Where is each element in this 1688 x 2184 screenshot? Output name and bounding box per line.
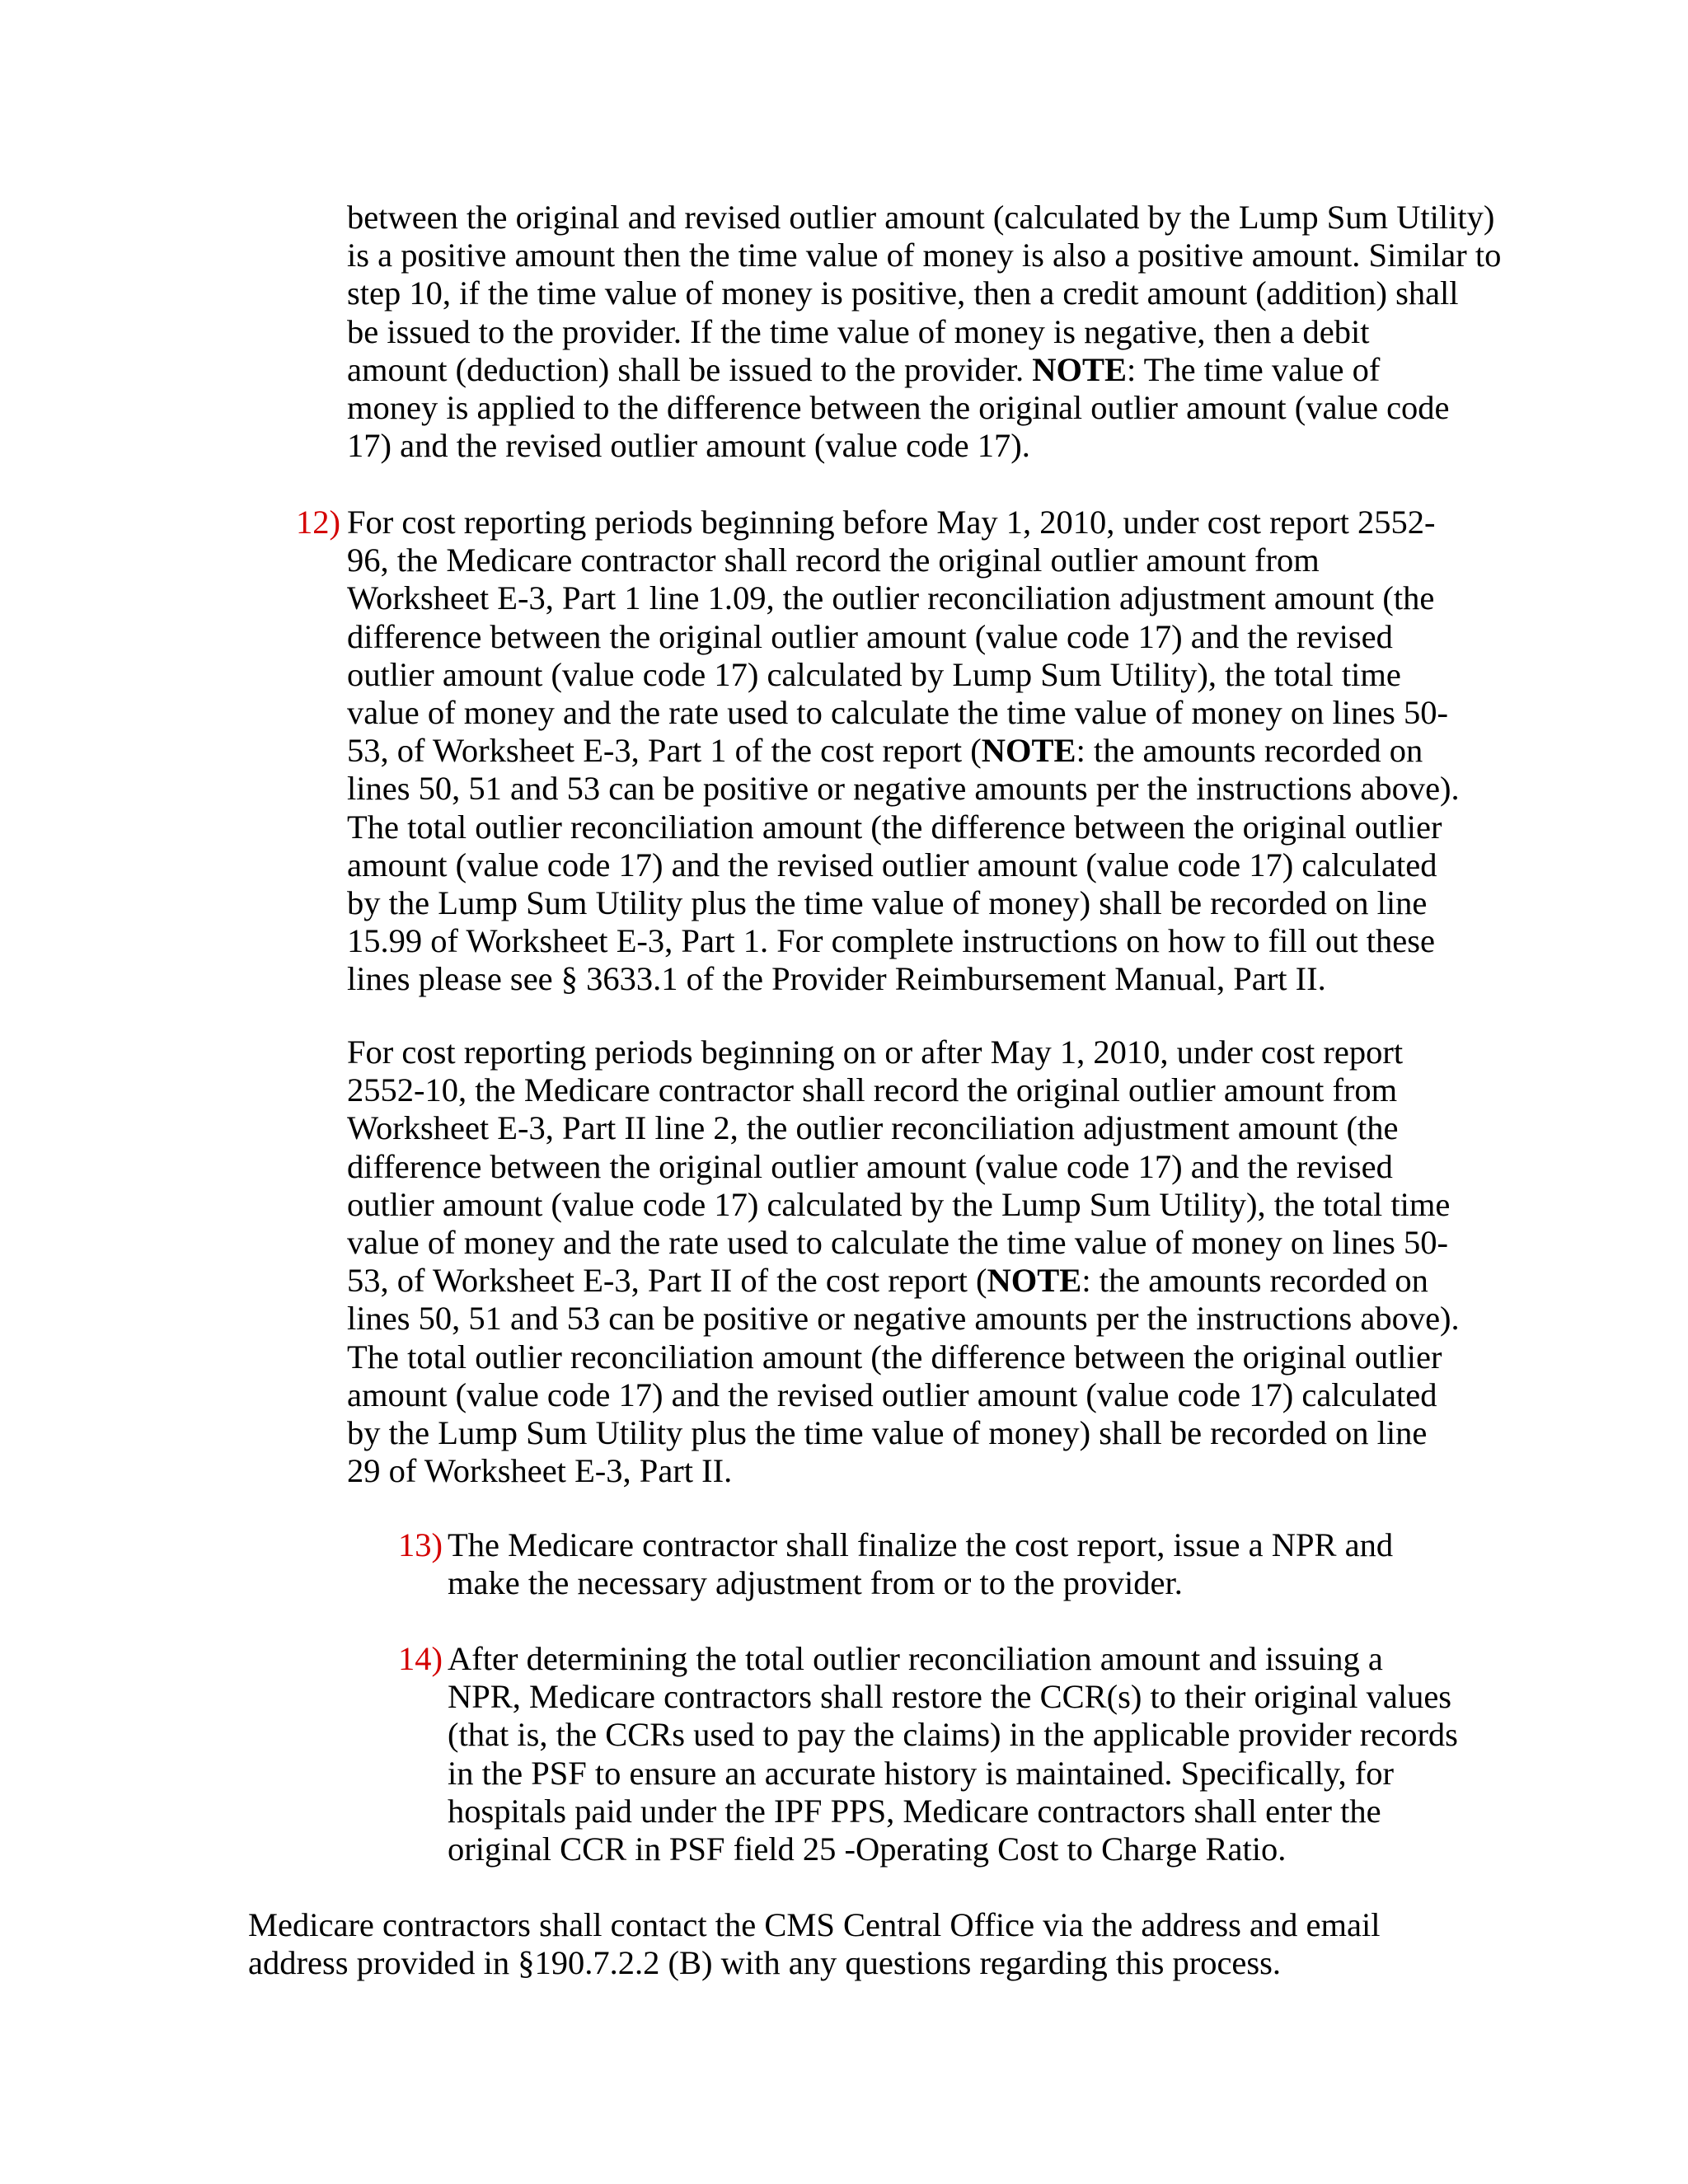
text-line: outlier amount (value code 17) calculated by the Lump Sum Utility), the total time [347, 1185, 1451, 1223]
text-line: 29 of Worksheet E-3, Part II. [347, 1452, 733, 1490]
text-line: 96, the Medicare contractor shall record the original outlier amount from [347, 541, 1320, 579]
text-line: outlier amount (value code 17) calculated by Lump Sum Utility), the total time [347, 655, 1401, 693]
text-line: After determining the total outlier reconciliation amount and issuing a [448, 1640, 1383, 1677]
text-line: by the Lump Sum Utility plus the time value of money) shall be recorded on line [347, 884, 1428, 922]
text-line: money is applied to the difference between the original outlier amount (value code [347, 389, 1450, 427]
text-line [347, 732, 1460, 770]
text-line: The total outlier reconciliation amount (the difference between the original outlier [347, 1338, 1442, 1376]
text-line: hospitals paid under the IPF PPS, Medicare contractors shall enter the [448, 1792, 1381, 1830]
list-number-14: 14) [398, 1640, 443, 1677]
text-line: by the Lump Sum Utility plus the time value of money) shall be recorded on line [347, 1414, 1428, 1452]
text-segment: : the amounts recorded on [1076, 732, 1423, 770]
text-line: amount (value code 17) and the revised outlier amount (value code 17) calculated [347, 1376, 1437, 1413]
text-line: in the PSF to ensure an accurate history is maintained. Specifically, for [448, 1754, 1394, 1792]
text-line: difference between the original outlier amount (value code 17) and the revised [347, 1147, 1393, 1185]
text-line: step 10, if the time value of money is positive, then a credit amount (addition) shall [347, 274, 1459, 312]
text-line: is a positive amount then the time value of money is also a positive amount. Similar to [347, 237, 1502, 274]
closing-paragraph [248, 1906, 1381, 1982]
text-line: make the necessary adjustment from or to the provider. [448, 1564, 1183, 1602]
text-line [347, 351, 1501, 389]
text-line: For cost reporting periods beginning on or after May 1, 2010, under cost report [347, 1033, 1404, 1071]
text-line: 17) and the revised outlier amount (value code 17). [347, 427, 1030, 465]
text-line: address provided in §190.7.2.2 (B) with any questions regarding this process. [248, 1944, 1282, 1982]
item-12-paragraph-b [347, 1033, 1460, 1490]
text-segment: : The time value of [1126, 350, 1381, 388]
text-line: Worksheet E-3, Part II line 2, the outlier reconciliation adjustment amount (the [347, 1109, 1399, 1147]
text-line: lines please see § 3633.1 of the Provider Reimbursement Manual, Part II. [347, 960, 1326, 998]
text-line: difference between the original outlier amount (value code 17) and the revised [347, 617, 1393, 655]
text-line: Medicare contractors shall contact the CMS Central Office via the address and email [248, 1906, 1381, 1943]
text-line: NPR, Medicare contractors shall restore the CCR(s) to their original values [448, 1678, 1452, 1716]
text-segment: 53, of Worksheet E-3, Part 1 of the cost report ( [347, 732, 982, 770]
text-line: amount (value code 17) and the revised outlier amount (value code 17) calculated [347, 846, 1437, 883]
text-line: For cost reporting periods beginning before May 1, 2010, under cost report 2552- [347, 504, 1436, 541]
text-line: value of money and the rate used to calculate the time value of money on lines 50- [347, 1224, 1449, 1262]
list-number-12: 12) [296, 504, 340, 541]
text-line: lines 50, 51 and 53 can be positive or negative amounts per the instructions above). [347, 770, 1460, 808]
text-line: The Medicare contractor shall finalize the cost report, issue a NPR and [448, 1526, 1394, 1563]
note-label: NOTE [981, 732, 1076, 770]
text-segment: amount (deduction) shall be issued to the provider. [347, 350, 1033, 388]
text-line: lines 50, 51 and 53 can be positive or negative amounts per the instructions above). [347, 1300, 1460, 1338]
item-14-text [448, 1640, 1458, 1868]
text-line: value of money and the rate used to calculate the time value of money on lines 50- [347, 694, 1449, 732]
text-line: be issued to the provider. If the time value of money is negative, then a debit [347, 312, 1370, 350]
text-line [347, 1262, 1460, 1300]
item-12-paragraph-a [347, 504, 1460, 999]
note-label: NOTE [1032, 350, 1127, 388]
text-segment: : the amounts recorded on [1081, 1262, 1428, 1300]
item-13-text [448, 1526, 1393, 1602]
note-label: NOTE [987, 1262, 1082, 1300]
text-line: between the original and revised outlier amount (calculated by the Lump Sum Utility) [347, 199, 1495, 236]
text-line: Worksheet E-3, Part 1 line 1.09, the outlier reconciliation adjustment amount (the [347, 579, 1435, 617]
text-line: (that is, the CCRs used to pay the claims) in the applicable provider records [448, 1716, 1458, 1754]
text-line: The total outlier reconciliation amount (the difference between the original outlier [347, 808, 1442, 846]
text-segment: 53, of Worksheet E-3, Part II of the cost report ( [347, 1262, 987, 1300]
text-line: 2552-10, the Medicare contractor shall record the original outlier amount from [347, 1071, 1398, 1109]
text-line: 15.99 of Worksheet E-3, Part 1. For complete instructions on how to fill out these [347, 922, 1435, 960]
text-line: original CCR in PSF field 25 -Operating Cost to Charge Ratio. [448, 1830, 1287, 1868]
list-number-13: 13) [398, 1526, 443, 1563]
continued-paragraph [347, 199, 1501, 465]
